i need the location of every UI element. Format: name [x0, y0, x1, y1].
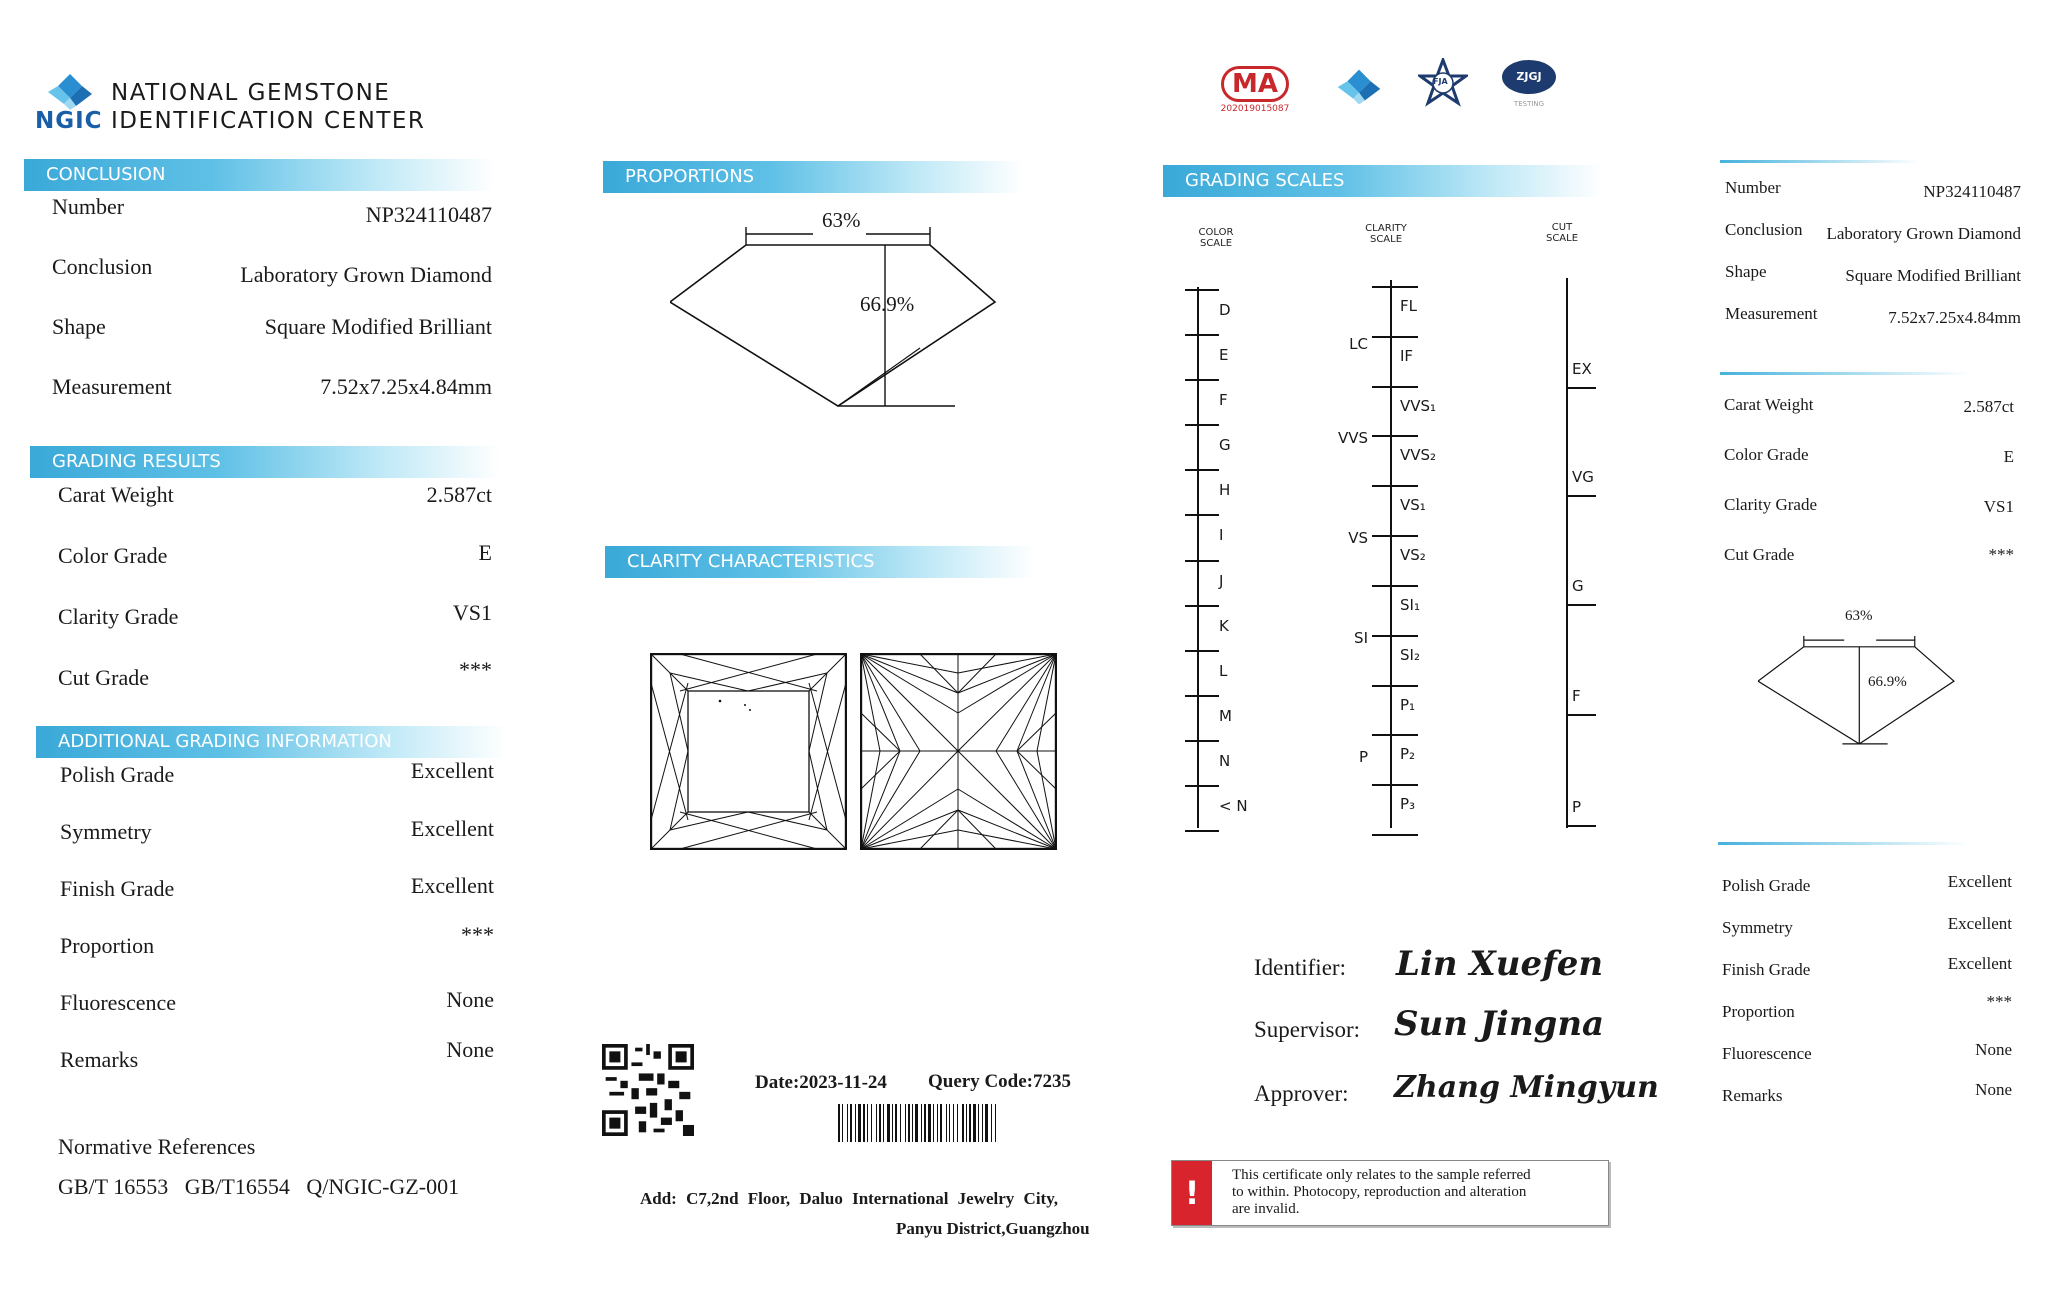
- logo-text: NGIC: [35, 108, 103, 134]
- ma-logo-number: 202019015087: [1220, 104, 1290, 114]
- row-shape: [1725, 262, 2021, 292]
- color-grade-label: N: [1219, 751, 1231, 770]
- row-value: NP324110487: [1923, 182, 2021, 201]
- row-value: 7.52x7.25x4.84mm: [320, 374, 492, 399]
- row-value: Laboratory Grown Diamond: [1826, 224, 2021, 243]
- row-label: Carat Weight: [1724, 395, 1814, 414]
- org-name-line2: IDENTIFICATION CENTER: [111, 108, 426, 134]
- row-label: Number: [1725, 178, 1781, 197]
- row-value: ***: [1988, 545, 2014, 564]
- color-scale-axis: [1197, 287, 1199, 828]
- row-color-grade: [1724, 445, 2014, 475]
- barcode-bar: [978, 1104, 979, 1142]
- fja-logo: [1418, 58, 1468, 112]
- row-label: Symmetry: [1722, 918, 1793, 937]
- org-name-line1: NATIONAL GEMSTONE: [111, 80, 391, 106]
- ma-logo: [1220, 66, 1290, 122]
- row-value: Excellent: [410, 758, 494, 783]
- cut-scale-tick: [1566, 387, 1596, 389]
- barcode-bar: [928, 1104, 931, 1142]
- clarity-grade-label: SI₂: [1400, 645, 1420, 664]
- barcode-bar: [850, 1104, 852, 1142]
- normative-title: Normative References: [58, 1134, 256, 1159]
- proportion-diagram: [670, 210, 1010, 420]
- clarity-scale-tick: [1372, 286, 1418, 288]
- address-line2: Panyu District,Guangzhou: [896, 1219, 1090, 1238]
- disclaimer-line1: This certificate only relates to the sample referred: [1232, 1167, 1531, 1183]
- row-value: None: [1975, 1040, 2012, 1059]
- color-scale-tick: [1185, 289, 1219, 291]
- row-value: 2.587ct: [426, 482, 492, 507]
- summary-depth-percentage: 66.9%: [1868, 674, 1907, 690]
- row-label: Carat Weight: [58, 482, 174, 507]
- color-grade-label: K: [1219, 616, 1229, 635]
- clarity-scale-tick: [1372, 734, 1418, 736]
- barcode-bar: [937, 1104, 938, 1142]
- barcode-bar: [887, 1104, 890, 1142]
- color-grade-label: < N: [1219, 796, 1248, 815]
- clarity-grade-label: FL: [1400, 297, 1417, 315]
- barcode-bar: [940, 1104, 942, 1142]
- clarity-grade-label: SI₁: [1400, 595, 1420, 614]
- row-number: [52, 194, 492, 227]
- row-value: Excellent: [410, 873, 494, 898]
- row-finish-grade: [60, 873, 494, 906]
- row-value: Excellent: [410, 816, 494, 841]
- row-conclusion: [1725, 220, 2021, 250]
- barcode-bar: [855, 1104, 856, 1142]
- barcode-bar: [883, 1104, 884, 1142]
- row-label: Shape: [52, 314, 106, 339]
- barcode-bar: [858, 1104, 861, 1142]
- row-label: Clarity Grade: [1724, 495, 1817, 514]
- row-value: None: [446, 1037, 494, 1062]
- row-carat-weight: [1724, 395, 2014, 425]
- clarity-crown-plot: [650, 653, 847, 850]
- barcode-bar: [973, 1104, 976, 1142]
- color-grade-label: J: [1219, 571, 1224, 590]
- normative-refs: GB/T 16553 GB/T16554 Q/NGIC-GZ-001: [58, 1174, 460, 1199]
- clarity-group-label: VS: [1348, 529, 1368, 548]
- row-clarity-grade: [58, 600, 492, 634]
- row-label: Number: [52, 194, 125, 219]
- row-label: Polish Grade: [1722, 876, 1811, 895]
- barcode-bar: [982, 1104, 983, 1142]
- clarity-scale-tick: [1372, 834, 1418, 836]
- color-scale-tick: [1185, 560, 1219, 562]
- barcode-bar: [946, 1104, 947, 1142]
- row-value: Excellent: [1947, 914, 2012, 933]
- row-value: Square Modified Brilliant: [1845, 266, 2021, 285]
- clarity-grade-label: P₂: [1400, 745, 1416, 764]
- barcode-bar: [892, 1104, 893, 1142]
- barcode: [838, 1104, 1078, 1142]
- row-symmetry: [1722, 914, 2012, 948]
- row-fluorescence: [60, 987, 494, 1020]
- barcode-bar: [876, 1104, 877, 1142]
- row-color-grade: [58, 540, 492, 573]
- clarity-group-label: P: [1358, 748, 1368, 767]
- summary-divider-1: [1720, 160, 1920, 163]
- barcode-bar: [985, 1104, 988, 1142]
- row-label: Finish Grade: [60, 876, 175, 901]
- cut-scale-tick: [1566, 495, 1596, 497]
- cut-grade-label: EX: [1572, 360, 1592, 378]
- barcode-bar: [879, 1104, 881, 1142]
- identifier-label: Identifier:: [1254, 955, 1346, 980]
- supervisor-label: Supervisor:: [1254, 1017, 1361, 1042]
- row-label: Color Grade: [1724, 445, 1809, 464]
- cut-grade-label: G: [1572, 577, 1584, 595]
- barcode-bar: [900, 1104, 901, 1142]
- grading-results-header: GRADING RESULTS: [30, 446, 500, 478]
- row-value: NP324110487: [365, 202, 492, 227]
- cut-grade-label: F: [1572, 687, 1581, 705]
- clarity-scale-title: CLARITY SCALE: [1365, 223, 1407, 245]
- warning-icon: !: [1172, 1161, 1212, 1225]
- row-label: Clarity Grade: [58, 604, 179, 629]
- summary-divider-3: [1718, 842, 1968, 845]
- row-value: Excellent: [1947, 872, 2012, 891]
- clarity-grade-label: VS₂: [1400, 546, 1426, 565]
- row-label: Polish Grade: [60, 762, 175, 787]
- row-label: Measurement: [52, 374, 172, 399]
- color-scale-tick: [1185, 379, 1219, 381]
- clarity-grade-label: VVS₂: [1400, 446, 1437, 465]
- cut-scale-tick: [1566, 714, 1596, 716]
- row-value: None: [446, 987, 494, 1012]
- barcode-bar: [969, 1104, 971, 1142]
- row-cut-grade: [58, 657, 492, 695]
- row-label: Conclusion: [52, 254, 153, 279]
- row-value: ***: [1986, 992, 2012, 1011]
- ma-logo-text: MA: [1221, 66, 1289, 102]
- barcode-bar: [915, 1104, 918, 1142]
- row-measurement: [1725, 304, 2021, 334]
- barcode-bar: [863, 1104, 865, 1142]
- row-label: Proportion: [60, 933, 155, 958]
- clarity-characteristics-header: CLARITY CHARACTERISTICS: [605, 546, 1035, 578]
- row-label: Cut Grade: [1724, 545, 1795, 564]
- barcode-bar: [949, 1104, 950, 1142]
- row-fluorescence: [1722, 1040, 2012, 1074]
- approver-signature: Zhang Mingyun: [1394, 1070, 1659, 1105]
- cut-grade-label: P: [1572, 798, 1582, 816]
- row-value: 7.52x7.25x4.84mm: [1888, 308, 2021, 327]
- color-grade-label: G: [1219, 436, 1231, 455]
- clarity-scale-tick: [1372, 685, 1418, 687]
- warning-box: [1171, 1160, 1609, 1226]
- row-shape: [52, 314, 492, 344]
- color-grade-label: M: [1219, 706, 1232, 725]
- row-polish-grade: [60, 758, 494, 792]
- clarity-scale-tick: [1372, 386, 1418, 388]
- barcode-bar: [905, 1104, 906, 1142]
- row-value: 2.587ct: [1963, 397, 2014, 416]
- zjgj-logo-sub: TESTING: [1513, 100, 1545, 108]
- summary-table-percentage: 63%: [1845, 608, 1873, 624]
- color-grade-label: D: [1219, 301, 1231, 319]
- ngic-diamond-icon: [40, 72, 100, 112]
- clarity-grade-label: P₃: [1400, 795, 1416, 814]
- row-cut-grade: [1724, 545, 2014, 575]
- additional-info-header: ADDITIONAL GRADING INFORMATION: [36, 726, 506, 758]
- clarity-scale-tick: [1372, 435, 1418, 437]
- color-grade-label: L: [1219, 661, 1228, 680]
- summary-divider-2: [1720, 372, 1970, 375]
- fja-logo-text: FJA: [1433, 77, 1448, 86]
- row-value: E: [2003, 447, 2014, 466]
- approver-label: Approver:: [1254, 1081, 1349, 1106]
- color-grade-label: E: [1219, 346, 1229, 365]
- qr-code: [602, 1044, 694, 1136]
- row-remarks: [60, 1037, 494, 1077]
- color-scale-title: COLOR SCALE: [1198, 227, 1234, 249]
- identifier-signature: Lin Xuefen: [1396, 944, 1604, 984]
- row-value: Excellent: [1947, 954, 2012, 973]
- barcode-bar: [842, 1104, 843, 1142]
- row-label: Remarks: [1722, 1086, 1783, 1105]
- barcode-bar: [991, 1104, 992, 1142]
- barcode-bar: [924, 1104, 926, 1142]
- clarity-grade-label: VS₁: [1400, 496, 1426, 515]
- row-label: Symmetry: [60, 819, 152, 844]
- row-measurement: [52, 374, 492, 404]
- clarity-pavilion-plot: [860, 653, 1057, 850]
- color-scale-tick: [1185, 650, 1219, 652]
- row-symmetry: [60, 816, 494, 849]
- cut-scale-tick: [1566, 825, 1596, 827]
- color-grade-label: I: [1219, 526, 1224, 545]
- barcode-bar: [962, 1104, 964, 1142]
- proportions-header: PROPORTIONS: [603, 161, 1023, 193]
- conclusion-header: CONCLUSION: [24, 159, 494, 191]
- row-value: E: [478, 540, 492, 565]
- row-label: Shape: [1725, 262, 1767, 281]
- summary-proportion-diagram: [1758, 624, 1963, 754]
- row-value: VS1: [452, 600, 492, 625]
- zjgj-logo: [1500, 60, 1558, 118]
- row-carat-weight: [58, 482, 492, 512]
- row-number: [1725, 178, 2021, 208]
- clarity-scale-tick: [1372, 784, 1418, 786]
- row-value: Square Modified Brilliant: [264, 314, 492, 339]
- barcode-bar: [908, 1104, 910, 1142]
- clarity-scale-tick: [1372, 336, 1418, 338]
- color-scale-tick: [1185, 830, 1219, 832]
- clarity-group-label: LC: [1349, 334, 1368, 353]
- ngic-badge-icon: [1330, 62, 1388, 112]
- color-grade-label: F: [1219, 391, 1228, 410]
- barcode-bar: [838, 1104, 840, 1142]
- row-clarity-grade: [1724, 495, 2014, 525]
- clarity-grade-label: IF: [1400, 346, 1414, 365]
- supervisor-signature: Sun Jingna: [1394, 1004, 1605, 1044]
- row-value: ***: [459, 657, 492, 682]
- barcode-bar: [995, 1104, 996, 1142]
- barcode-bar: [871, 1104, 872, 1142]
- barcode-bar: [933, 1104, 934, 1142]
- row-label: Finish Grade: [1722, 960, 1811, 979]
- color-scale-tick: [1185, 605, 1219, 607]
- color-scale-tick: [1185, 334, 1219, 336]
- barcode-bar: [957, 1104, 958, 1142]
- cut-scale-title: CUT SCALE: [1545, 222, 1579, 244]
- row-polish-grade: [1722, 872, 2012, 906]
- row-finish-grade: [1722, 954, 2012, 990]
- depth-percentage: 66.9%: [860, 292, 915, 316]
- row-value: VS1: [1983, 497, 2014, 516]
- barcode-bar: [953, 1104, 954, 1142]
- disclaimer-line3: are invalid.: [1232, 1201, 1300, 1217]
- row-proportion: [60, 922, 494, 963]
- cut-scale-axis: [1566, 278, 1568, 828]
- row-label: Remarks: [60, 1047, 139, 1072]
- row-label: Color Grade: [58, 543, 168, 568]
- query-code: Query Code:7235: [928, 1071, 1072, 1092]
- barcode-bar: [966, 1104, 967, 1142]
- table-percentage: 63%: [822, 208, 861, 232]
- clarity-group-label: VVS: [1337, 429, 1368, 448]
- row-label: Conclusion: [1725, 220, 1803, 239]
- row-label: Fluorescence: [1722, 1044, 1812, 1063]
- clarity-scale-axis: [1390, 280, 1392, 828]
- row-label: Cut Grade: [58, 665, 150, 690]
- color-grade-label: H: [1219, 481, 1231, 500]
- color-scale-tick: [1185, 695, 1219, 697]
- color-scale-tick: [1185, 740, 1219, 742]
- row-label: Measurement: [1725, 304, 1818, 323]
- row-conclusion: [52, 254, 492, 287]
- clarity-scale-tick: [1372, 635, 1418, 637]
- barcode-bar: [847, 1104, 848, 1142]
- color-scale-tick: [1185, 424, 1219, 426]
- zjgj-logo-text: ZJGJ: [1502, 60, 1556, 94]
- disclaimer-line2: to within. Photocopy, reproduction and alteration: [1232, 1184, 1527, 1200]
- row-value: ***: [461, 922, 494, 947]
- barcode-bar: [921, 1104, 922, 1142]
- grading-scales-header: GRADING SCALES: [1163, 165, 1603, 197]
- clarity-grade-label: VVS₁: [1400, 396, 1437, 415]
- color-scale-tick: [1185, 514, 1219, 516]
- row-label: Fluorescence: [60, 990, 177, 1015]
- barcode-bar: [867, 1104, 868, 1142]
- address-line1: Add: C7,2nd Floor, Daluo International Jewelry City,: [640, 1189, 1059, 1208]
- color-scale-tick: [1185, 469, 1219, 471]
- row-value: Laboratory Grown Diamond: [240, 262, 492, 287]
- cut-grade-label: VG: [1572, 468, 1594, 486]
- clarity-scale-tick: [1372, 585, 1418, 587]
- row-label: Proportion: [1722, 1002, 1795, 1021]
- row-value: None: [1975, 1080, 2012, 1099]
- clarity-group-label: SI: [1354, 628, 1368, 647]
- row-proportion: [1722, 992, 2012, 1032]
- clarity-scale-tick: [1372, 535, 1418, 537]
- issue-date: Date:2023-11-24: [755, 1072, 887, 1093]
- clarity-scale-tick: [1372, 485, 1418, 487]
- cut-scale-tick: [1566, 604, 1596, 606]
- color-scale-tick: [1185, 785, 1219, 787]
- row-remarks: [1722, 1080, 2012, 1116]
- barcode-bar: [895, 1104, 897, 1142]
- clarity-grade-label: P₁: [1400, 695, 1416, 714]
- barcode-bar: [912, 1104, 913, 1142]
